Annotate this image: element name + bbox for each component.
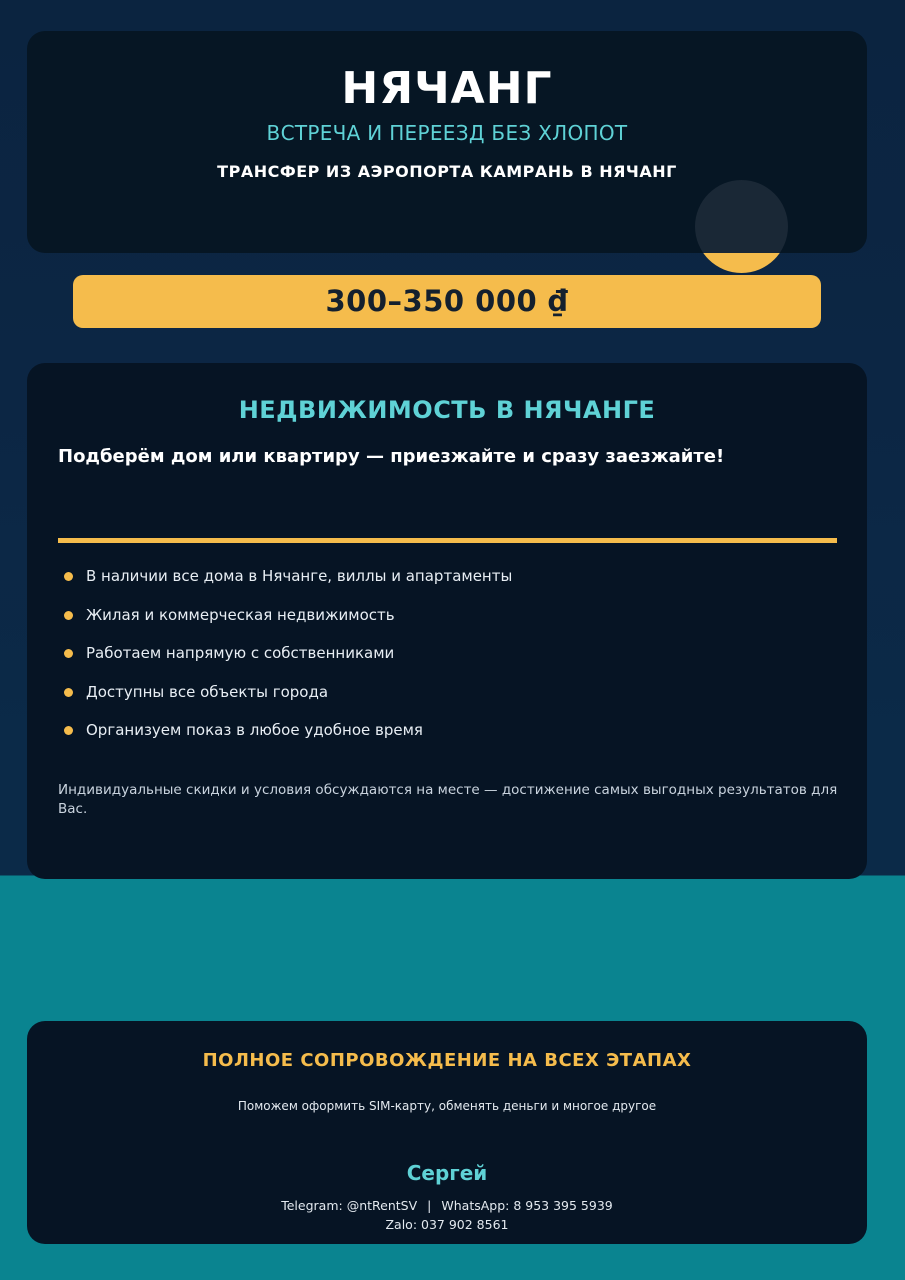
telegram-contact[interactable]: Telegram: @ntRentSV [281, 1198, 418, 1213]
feature-item: Работаем напрямую с собственниками [64, 643, 512, 682]
contact-separator: | [427, 1198, 432, 1213]
page-title: НЯЧАНГ [341, 63, 553, 114]
transfer-heading: ТРАНСФЕР ИЗ АЭРОПОРТА КАМРАНЬ В НЯЧАНГ [217, 162, 677, 181]
real-estate-card [27, 363, 867, 879]
support-card [27, 1021, 867, 1244]
support-title: ПОЛНОЕ СОПРОВОЖДЕНИЕ НА ВСЕХ ЭТАПАХ [202, 1050, 692, 1071]
page-subtitle: ВСТРЕЧА И ПЕРЕЕЗД БЕЗ ХЛОПОТ [266, 121, 628, 145]
decorative-circle-accent [695, 180, 788, 273]
contact-line [27, 1198, 867, 1213]
feature-item: Жилая и коммерческая недвижимость [64, 605, 512, 644]
zalo-contact[interactable]: Zalo: 037 902 8561 [385, 1217, 509, 1232]
real-estate-title: НЕДВИЖИМОСТЬ В НЯЧАНГЕ [238, 396, 656, 424]
feature-list [64, 566, 512, 759]
whatsapp-contact[interactable]: WhatsApp: 8 953 395 5939 [441, 1198, 613, 1213]
feature-item: Доступны все объекты города [64, 682, 512, 721]
contact-name: Сергей [406, 1161, 488, 1185]
feature-item: Организуем показ в любое удобное время [64, 720, 512, 759]
price-badge: 300–350 000 ₫ [73, 275, 821, 328]
feature-item: В наличии все дома в Нячанге, виллы и апартаменты [64, 566, 512, 605]
real-estate-lead: Подберём дом или квартиру — приезжайте и сразу заезжайте! [58, 446, 725, 467]
discount-note: Индивидуальные скидки и условия обсуждаются на месте — достижение самых выгодных результатов для Вас. [58, 782, 838, 817]
accent-divider [58, 538, 837, 543]
support-text: Поможем оформить SIM-карту, обменять деньги и многое другое [237, 1099, 657, 1113]
